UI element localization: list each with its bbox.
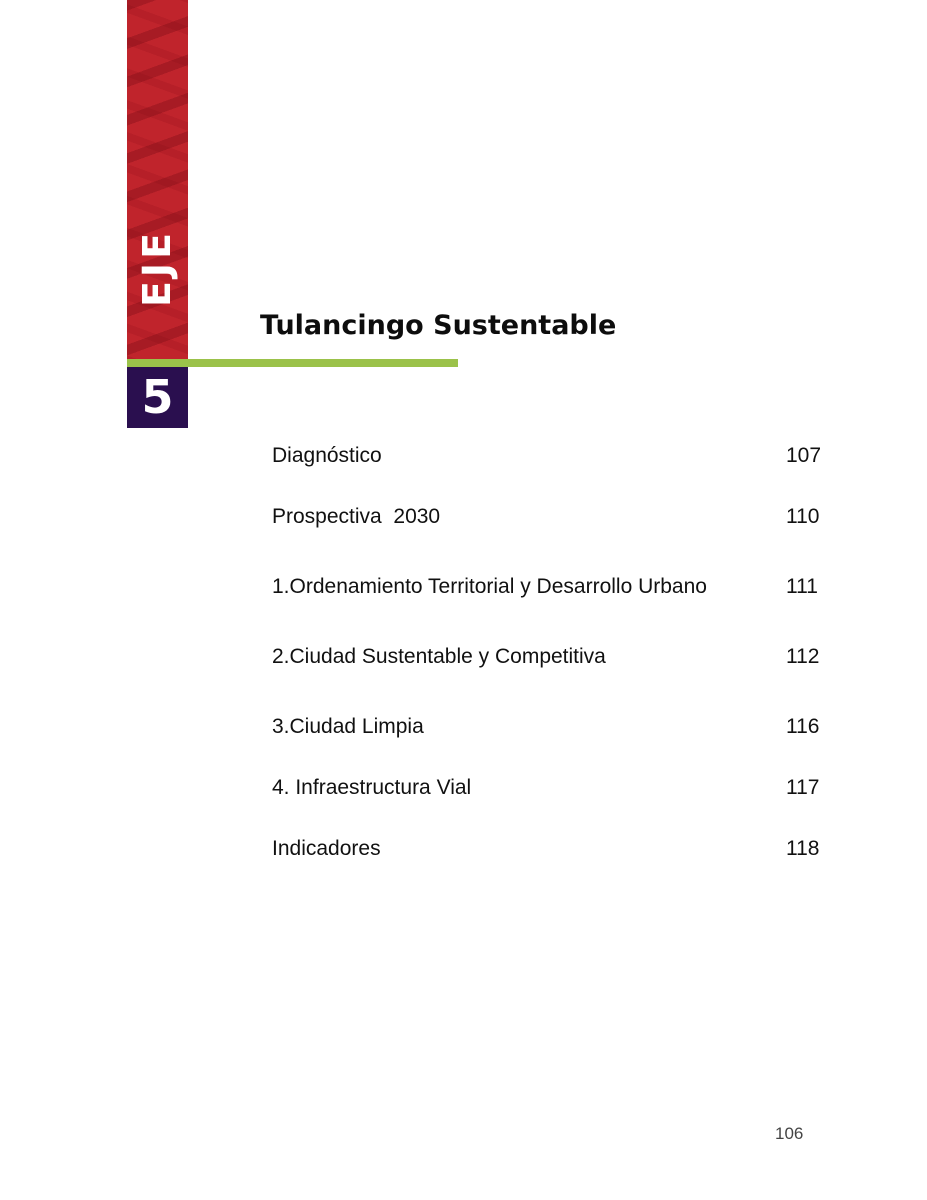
page-number: 106 — [775, 1124, 804, 1143]
eje-label: EJE — [135, 228, 179, 308]
toc-entry-page: 107 — [786, 444, 822, 467]
section-title: Tulancingo Sustentable — [260, 310, 617, 341]
toc-entry[interactable] — [272, 834, 832, 864]
toc-entry-page: 111 — [786, 575, 818, 598]
toc-entry-label: 1.Ordenamiento Territorial y Desarrollo Urbano — [272, 575, 707, 598]
eje-number-badge: 5 — [127, 367, 188, 428]
toc-entry-label: 3.Ciudad Limpia — [272, 715, 424, 738]
toc-entry[interactable] — [272, 642, 832, 672]
toc-entry[interactable] — [272, 441, 832, 471]
title-underline-rule — [127, 359, 458, 367]
toc-entry-label: Indicadores — [272, 837, 381, 860]
toc-entry-label: 4. Infraestructura Vial — [272, 776, 472, 799]
toc-entry-label: 2.Ciudad Sustentable y Competitiva — [272, 645, 606, 668]
toc-entry[interactable] — [272, 712, 832, 742]
toc-entry-page: 112 — [786, 645, 820, 668]
toc-entry[interactable] — [272, 502, 832, 532]
toc-entry-page: 110 — [786, 505, 820, 528]
toc-entry-page: 117 — [786, 776, 820, 799]
toc-entry[interactable] — [272, 773, 832, 803]
toc-entry-page: 118 — [786, 837, 820, 860]
toc-entry-label: Prospectiva 2030 — [272, 505, 441, 528]
toc-entry-label: Diagnóstico — [272, 444, 382, 467]
toc-entry[interactable] — [272, 572, 832, 602]
toc-entry-page: 116 — [786, 715, 820, 738]
decorative-pattern-band — [127, 0, 188, 364]
